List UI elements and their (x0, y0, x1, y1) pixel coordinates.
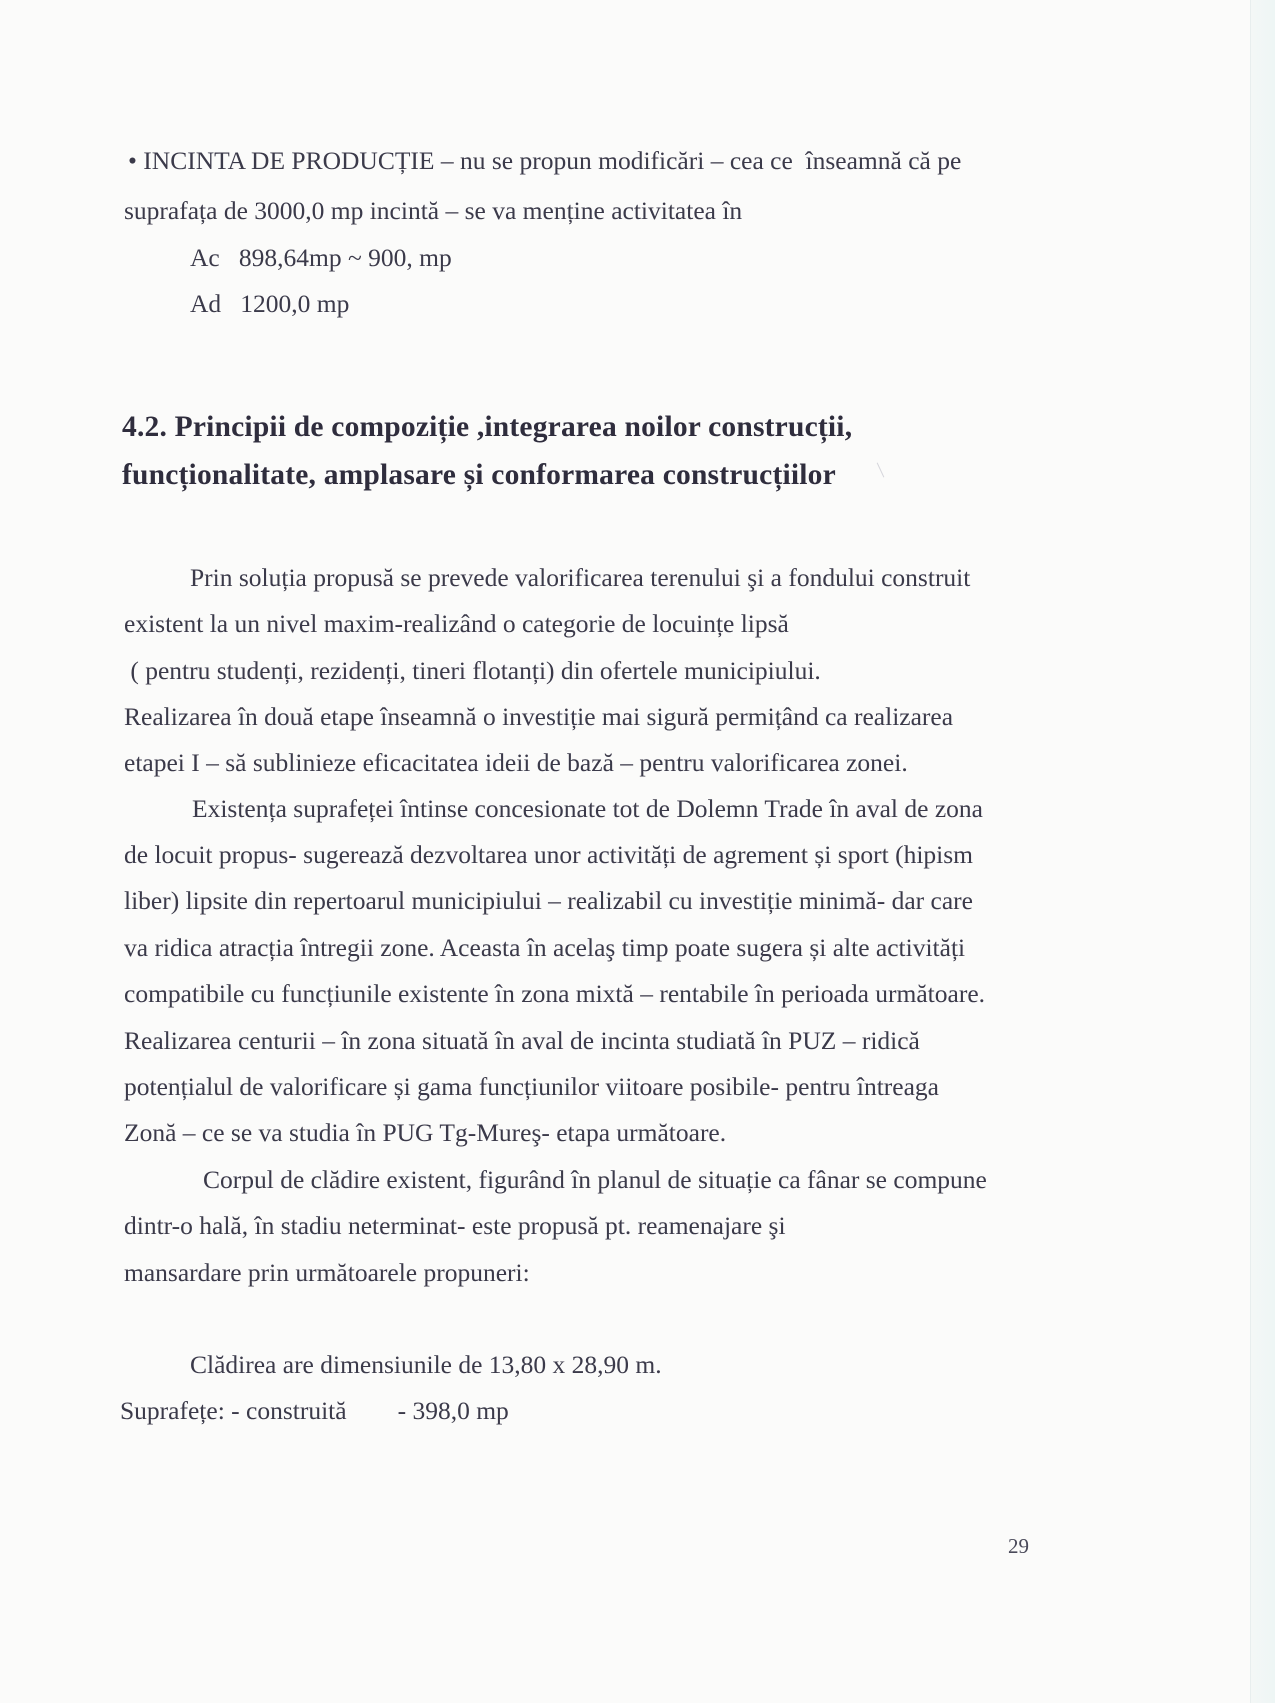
scan-speck (877, 463, 885, 478)
body-line: Prin soluția propusă se prevede valorificarea terenului şi a fondului construit (190, 563, 971, 592)
body-line: liber) lipsite din repertoarul municipiului – realizabil cu investiție minimă- dar care (124, 886, 973, 915)
body-line: Realizarea în două etape înseamnă o investiție mai sigură permițând ca realizarea (124, 702, 954, 731)
dimensions-line: Clădirea are dimensiunile de 13,80 x 28,90 m. (190, 1350, 662, 1379)
ac-line: Ac 898,64mp ~ 900, mp (190, 243, 452, 272)
body-line: Corpul de clădire existent, figurând în planul de situație ca fânar se compune (203, 1165, 987, 1194)
body-line: Zonă – ce se va studia în PUG Tg-Mureş- etapa următoare. (124, 1118, 727, 1147)
bullet-incinta-line: • INCINTA DE PRODUCȚIE – nu se propun modificări – cea ce înseamnă că pe (128, 146, 962, 175)
body-line: va ridica atracția întregii zone. Aceasta în acelaş timp poate sugera și alte activități (124, 933, 966, 962)
body-line: Existența suprafeței întinse concesionate tot de Dolemn Trade în aval de zona (192, 794, 983, 823)
surfaces-line: Suprafețe: - construită - 398,0 mp (120, 1396, 509, 1425)
page-number: 29 (1008, 1534, 1029, 1558)
body-line: ( pentru studenți, rezidenți, tineri flotanți) din ofertele municipiului. (124, 656, 821, 685)
incinta-surface-line: suprafața de 3000,0 mp incintă – se va menține activitatea în (124, 196, 743, 225)
body-line: existent la un nivel maxim-realizând o categorie de locuințe lipsă (124, 609, 789, 638)
section-heading-line-1: 4.2. Principii de compoziție ,integrarea noilor construcții, (122, 411, 853, 443)
body-line: Realizarea centurii – în zona situată în aval de incinta studiată în PUZ – ridică (124, 1026, 920, 1055)
body-line: compatibile cu funcțiunile existente în zona mixtă – rentabile în perioada următoare. (124, 979, 986, 1008)
body-line: mansardare prin următoarele propuneri: (124, 1258, 530, 1287)
body-line: potențialul de valorificare și gama funcțiunilor viitoare posibile- pentru întreaga (124, 1072, 940, 1101)
ad-line: Ad 1200,0 mp (190, 289, 350, 318)
body-line: de locuit propus- sugerează dezvoltarea unor activități de agrement și sport (hipism (124, 840, 973, 869)
body-line: dintr-o hală, în stadiu neterminat- este propusă pt. reamenajare şi (124, 1211, 786, 1240)
scan-edge-strip (1250, 0, 1275, 1703)
section-heading-line-2: funcționalitate, amplasare și conformarea construcțiilor (122, 459, 836, 491)
body-line: etapei I – să sublinieze eficacitatea ideii de bază – pentru valorificarea zonei. (124, 748, 908, 777)
